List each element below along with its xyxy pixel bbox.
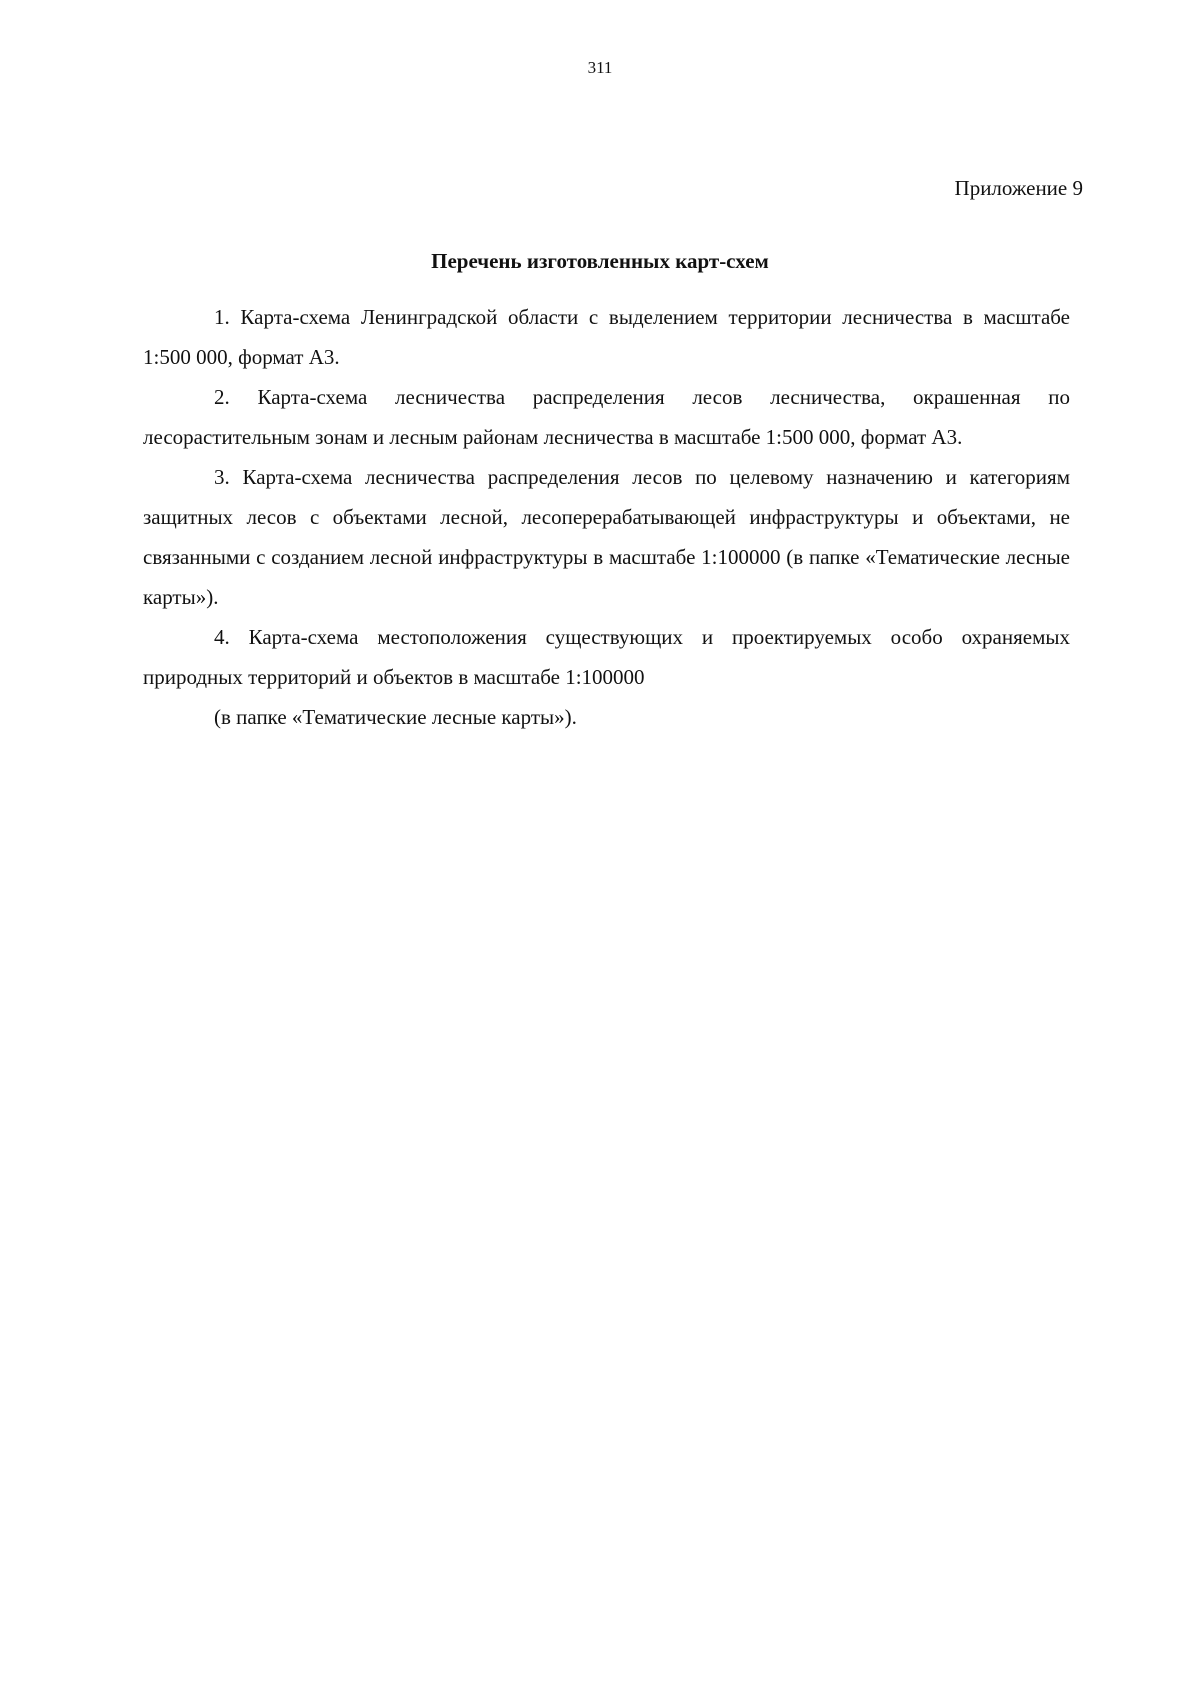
list-item-4: 4. Карта-схема местоположения существующих и проектируемых особо охраняемых природных территорий и объектов в масштабе 1:100000	[143, 625, 1070, 689]
list-item-1: 1. Карта-схема Ленинградской области с выделением территории лесничества в масштабе 1:500 000, формат А3.	[143, 305, 1070, 369]
list-item-4-continuation: (в папке «Тематические лесные карты»).	[214, 705, 577, 729]
list-item-2: 2. Карта-схема лесничества распределения лесов лесничества, окрашенная по лесорастительным зонам и лесным районам лесничества в масштабе 1:500 000, формат А3.	[143, 385, 1070, 449]
list-item-3: 3. Карта-схема лесничества распределения лесов по целевому назначению и категориям защитных лесов с объектами лесной, лесоперерабатывающей инфраструктуры и объектами, не связанными с созданием лесной инфраструктуры в масштабе 1:100000 (в папке «Тематические лесные карты»).	[143, 465, 1070, 609]
page-number: 311	[587, 58, 613, 77]
document-title: Перечень изготовленных карт-схем	[431, 249, 769, 273]
document-body	[143, 297, 1070, 737]
appendix-label: Приложение 9	[954, 176, 1083, 200]
